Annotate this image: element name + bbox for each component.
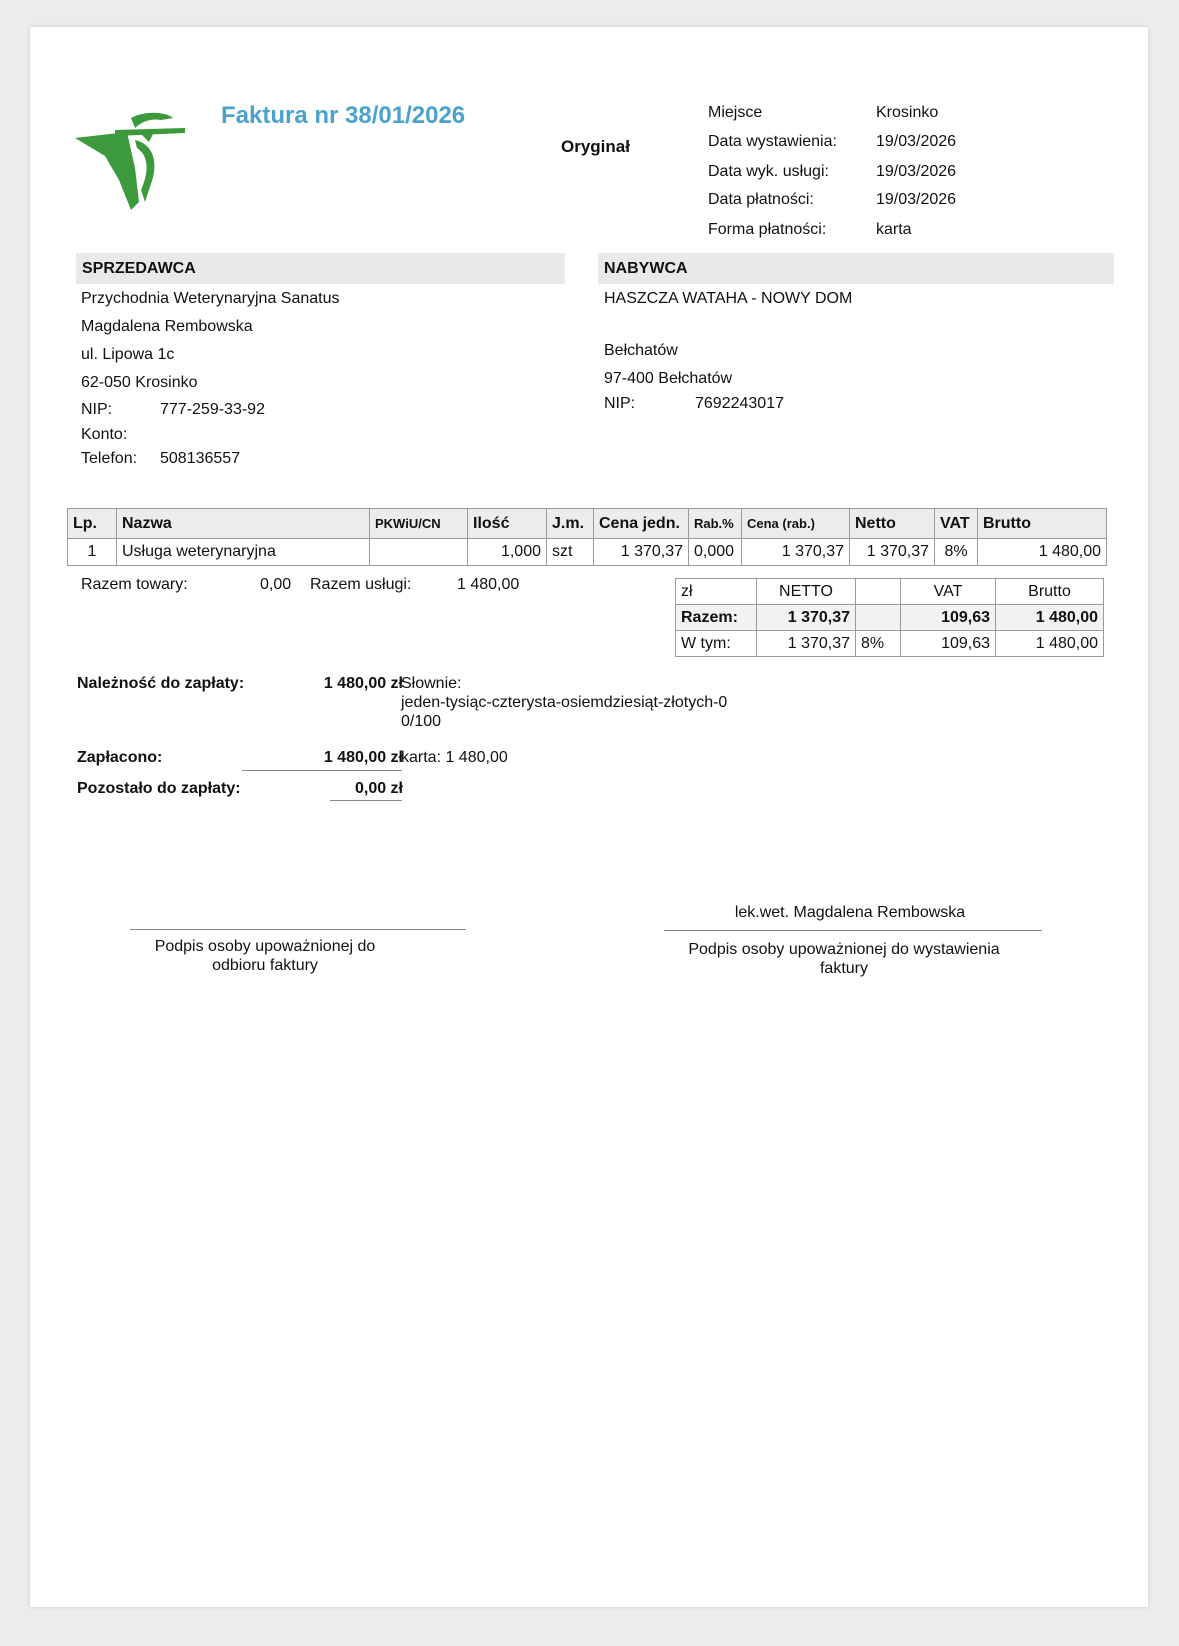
summary-breakdown-vat: 109,63 xyxy=(901,631,996,657)
meta-value-issue-date: 19/03/2026 xyxy=(876,133,957,150)
paid-value: 1 480,00 zł xyxy=(323,749,403,766)
summary-breakdown-gross: 1 480,00 xyxy=(996,631,1104,657)
buyer-line2: Bełchatów xyxy=(604,342,678,359)
cell-unit: szt xyxy=(547,539,594,566)
seller-city: 62-050 Krosinko xyxy=(81,374,198,391)
paid-label: Zapłacono: xyxy=(77,749,163,766)
buyer-nip: 7692243017 xyxy=(695,395,784,412)
col-header-unit: J.m. xyxy=(547,509,594,539)
col-header-discount: Rab.% xyxy=(689,509,742,539)
summary-net-header: NETTO xyxy=(757,579,856,605)
services-total-value: 1 480,00 xyxy=(457,576,520,593)
meta-value-place: Krosinko xyxy=(876,104,939,121)
seller-person: Magdalena Rembowska xyxy=(81,318,253,335)
seller-heading: SPRZEDAWCA xyxy=(76,253,565,284)
cell-name: Usługa weterynaryjna xyxy=(117,539,370,566)
services-total-label: Razem usługi: xyxy=(310,576,412,593)
words-line2: 0/100 xyxy=(401,713,442,730)
summary-header-row xyxy=(676,579,1104,605)
cell-gross: 1 480,00 xyxy=(978,539,1107,566)
seller-nip-label: NIP: xyxy=(81,401,113,418)
signature-issuer-line1: Podpis osoby upoważnionej do wystawienia xyxy=(688,941,1000,958)
buyer-name: HASZCZA WATAHA - NOWY DOM xyxy=(604,290,853,307)
seller-account-label: Konto: xyxy=(81,426,128,443)
items-table-header-row xyxy=(68,509,1107,539)
signature-receiver-line1: Podpis osoby upoważnionej do xyxy=(154,938,376,955)
seller-name: Przychodnia Weterynaryjna Sanatus xyxy=(81,290,340,307)
cell-unit-price: 1 370,37 xyxy=(594,539,689,566)
cell-discounted-price: 1 370,37 xyxy=(742,539,850,566)
meta-value-payment-form: karta xyxy=(876,221,912,238)
summary-breakdown-rate: 8% xyxy=(856,631,901,657)
invoice-title: Faktura nr 38/01/2026 xyxy=(221,102,466,129)
summary-vat-header: VAT xyxy=(901,579,996,605)
summary-total-rate xyxy=(856,605,901,631)
cell-lp: 1 xyxy=(68,539,117,566)
col-header-net: Netto xyxy=(850,509,935,539)
paid-underline xyxy=(242,770,402,771)
copy-label: Oryginał xyxy=(561,137,630,156)
vat-summary-table xyxy=(675,578,1104,657)
buyer-city: 97-400 Bełchatów xyxy=(604,370,733,387)
invoice-page xyxy=(30,27,1148,1607)
signature-issuer-line2: faktury xyxy=(819,960,868,977)
signature-line-receiver xyxy=(130,929,466,930)
col-header-pkwiu: PKWiU/CN xyxy=(370,509,468,539)
seller-street: ul. Lipowa 1c xyxy=(81,346,175,363)
signature-receiver-line2: odbioru faktury xyxy=(212,957,318,974)
summary-total-label: Razem: xyxy=(676,605,757,631)
seller-phone-label: Telefon: xyxy=(81,450,138,467)
remaining-underline xyxy=(330,800,402,801)
meta-label-payment-form: Forma płatności: xyxy=(708,221,827,238)
col-header-name: Nazwa xyxy=(117,509,370,539)
cell-discount: 0,000 xyxy=(689,539,742,566)
vet-logo-icon xyxy=(75,110,195,215)
summary-total-row xyxy=(676,605,1104,631)
meta-label-service-date: Data wyk. usługi: xyxy=(708,163,829,180)
amount-due-label: Należność do zapłaty: xyxy=(77,675,245,692)
summary-total-vat: 109,63 xyxy=(901,605,996,631)
meta-value-service-date: 19/03/2026 xyxy=(876,163,957,180)
meta-value-payment-date: 19/03/2026 xyxy=(876,191,957,208)
table-row xyxy=(68,539,1107,566)
summary-breakdown-net: 1 370,37 xyxy=(757,631,856,657)
cell-net: 1 370,37 xyxy=(850,539,935,566)
summary-total-gross: 1 480,00 xyxy=(996,605,1104,631)
goods-total-label: Razem towary: xyxy=(81,576,188,593)
amount-due-value: 1 480,00 zł xyxy=(323,675,403,692)
seller-nip: 777-259-33-92 xyxy=(160,401,265,418)
remaining-value: 0,00 zł xyxy=(354,780,403,797)
signature-line-issuer xyxy=(664,930,1042,931)
summary-gross-header: Brutto xyxy=(996,579,1104,605)
issuer-name: lek.wet. Magdalena Rembowska xyxy=(734,904,966,921)
items-table xyxy=(67,508,1107,566)
words-line1: jeden-tysiąc-czterysta-osiemdziesiąt-złotych-0 xyxy=(401,694,728,711)
col-header-vat: VAT xyxy=(935,509,978,539)
cell-pkwiu xyxy=(370,539,468,566)
col-header-lp: Lp. xyxy=(68,509,117,539)
summary-breakdown-row xyxy=(676,631,1104,657)
goods-total-value: 0,00 xyxy=(260,576,292,593)
col-header-unit-price: Cena jedn. xyxy=(594,509,689,539)
meta-label-place: Miejsce xyxy=(708,104,763,121)
summary-currency: zł xyxy=(676,579,757,605)
words-label: Słownie: xyxy=(401,675,462,692)
summary-total-net: 1 370,37 xyxy=(757,605,856,631)
meta-label-issue-date: Data wystawienia: xyxy=(708,133,837,150)
buyer-heading: NABYWCA xyxy=(598,253,1114,284)
cell-qty: 1,000 xyxy=(468,539,547,566)
cell-vat: 8% xyxy=(935,539,978,566)
col-header-discounted-price: Cena (rab.) xyxy=(742,509,850,539)
summary-breakdown-label: W tym: xyxy=(676,631,757,657)
paid-method: karta: 1 480,00 xyxy=(401,749,508,766)
seller-phone: 508136557 xyxy=(160,450,241,467)
col-header-gross: Brutto xyxy=(978,509,1107,539)
remaining-label: Pozostało do zapłaty: xyxy=(77,780,241,797)
meta-label-payment-date: Data płatności: xyxy=(708,191,814,208)
summary-rate-header xyxy=(856,579,901,605)
buyer-nip-label: NIP: xyxy=(604,395,636,412)
col-header-qty: Ilość xyxy=(468,509,547,539)
